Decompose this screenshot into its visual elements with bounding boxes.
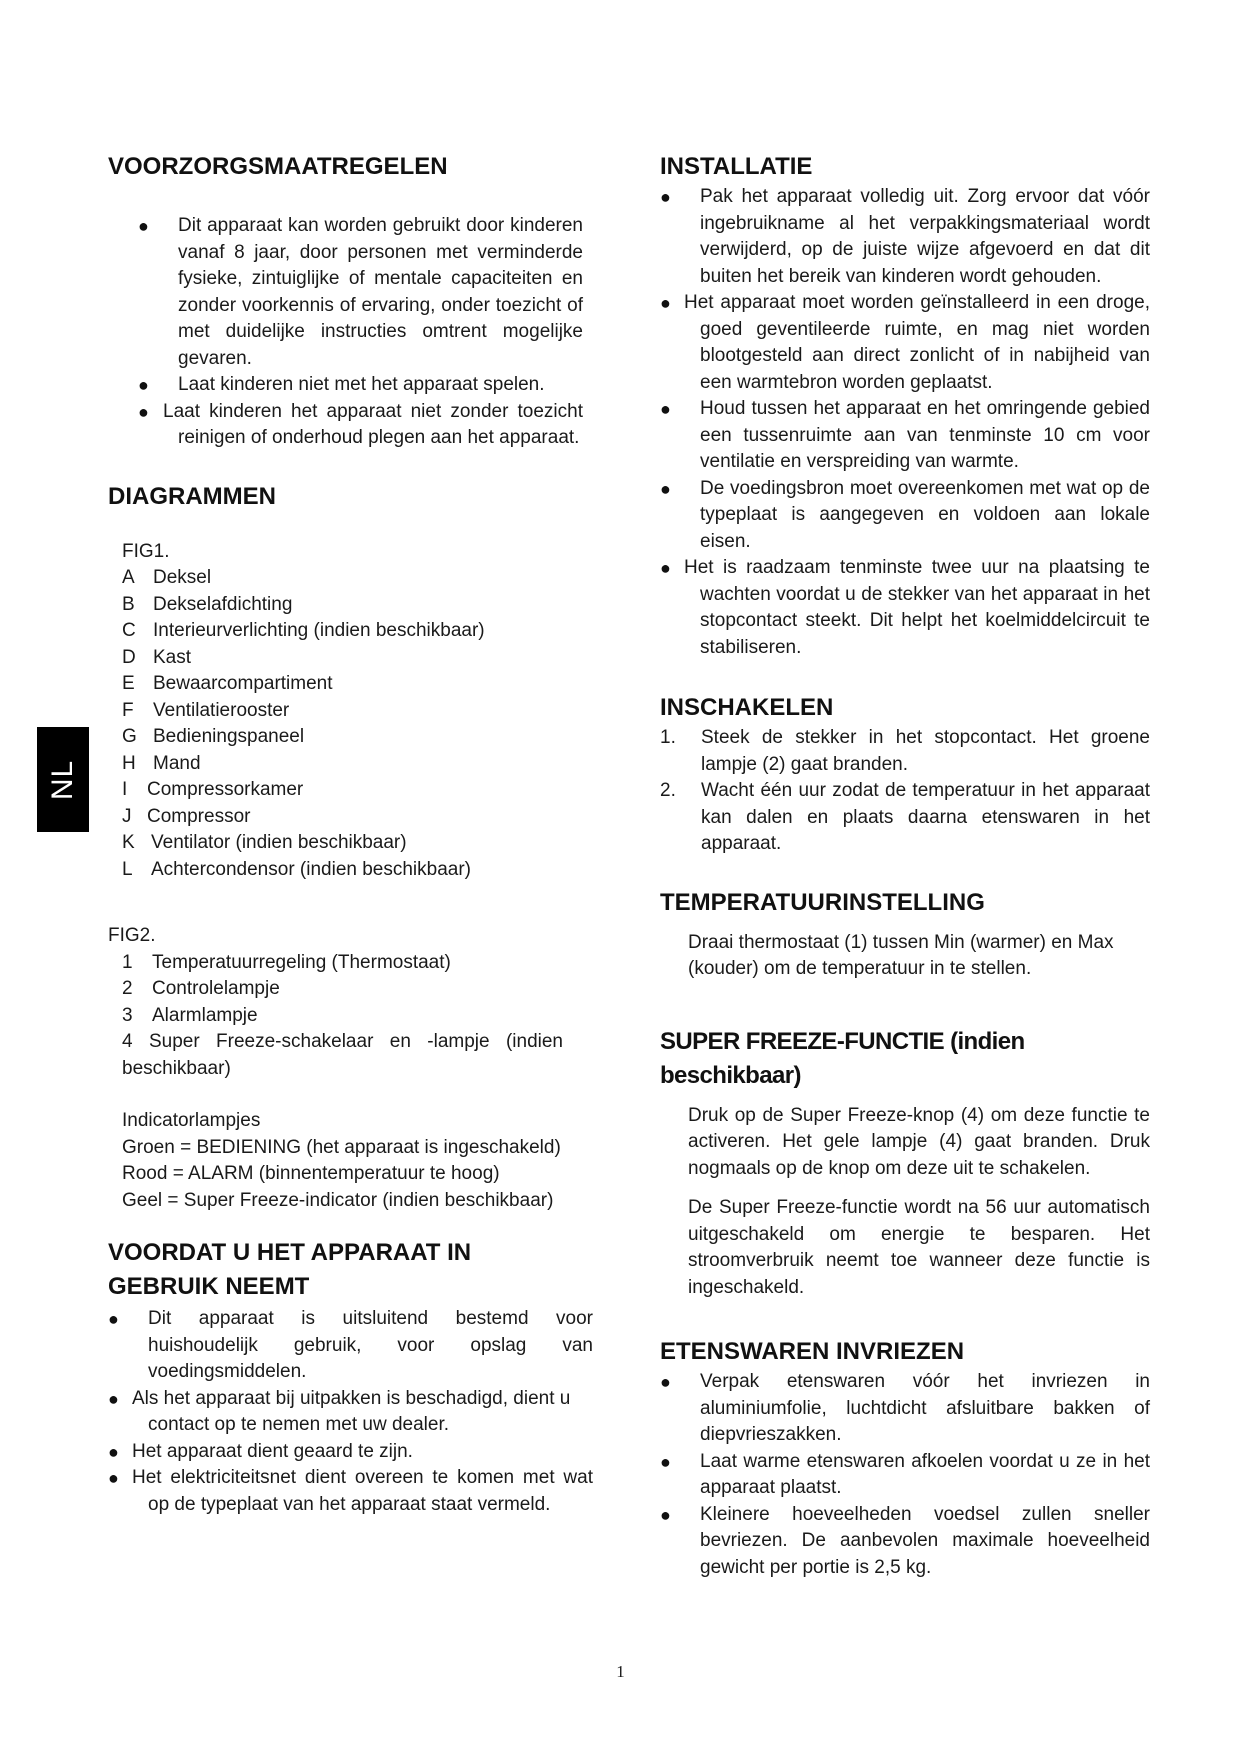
page-number: 1 — [616, 1662, 625, 1681]
fig1-item: F Ventilatierooster — [122, 699, 290, 721]
list-item: ● Het elektriciteitsnet dient overeen te komen met wat op de typeplaat van het apparaat staat vermeld. — [108, 1467, 593, 1515]
switch-on-heading: INSCHAKELEN — [660, 694, 834, 721]
indicator-title: Indicatorlampjes — [122, 1110, 261, 1131]
list-item: ● Laat kinderen het apparaat niet zonder toezicht reinigen of onderhoud plegen aan het apparaat. — [138, 400, 583, 448]
list-item: ● Verpak etenswaren vóór het invriezen in aluminiumfolie, luchtdicht afsluitbare bakken of diepvrieszakken. — [660, 1371, 1150, 1445]
bullet-icon: ● — [660, 558, 671, 578]
fig1-block — [108, 539, 593, 884]
bullet-icon: ● — [660, 478, 671, 499]
fig1-item: H Mand — [122, 752, 201, 774]
indicator-red: Rood = ALARM (binnentemperatuur te hoog) — [122, 1163, 500, 1184]
diagrams-heading: DIAGRAMMEN — [108, 482, 276, 510]
precautions-heading: VOORZORGSMAATREGELEN — [108, 153, 448, 180]
bullet-icon: ● — [660, 1504, 671, 1525]
bullet-icon: ● — [108, 1441, 119, 1462]
temperature-section — [660, 886, 1150, 983]
list-item: ● Het apparaat dient geaard te zijn. — [108, 1439, 593, 1466]
list-item: ● Houd tussen het apparaat en het omringende gebied een tussenruimte aan van tenminste 10 cm voor ventilatie en verspreiding van warmte. — [660, 398, 1150, 472]
super-freeze-section — [660, 1025, 1150, 1302]
fig2-block — [108, 923, 593, 1214]
bullet-icon: ● — [108, 1388, 119, 1409]
fig2-item: 2 Controlelampje — [122, 978, 280, 999]
fig1-item: B Dekselafdichting — [122, 593, 293, 615]
super-freeze-para2: De Super Freeze-functie wordt na 56 uur automatisch uitgeschakeld om energie te besparen. Het stroomverbruik neemt toe wanneer deze functie is ingeschakeld. — [688, 1197, 1150, 1298]
freezing-heading: ETENSWAREN INVRIEZEN — [660, 1338, 965, 1365]
fig2-item: 4 Super Freeze-schakelaar en -lampje (indien beschikbaar) — [122, 1031, 563, 1079]
bullet-icon: ● — [660, 293, 671, 313]
list-item: ● Dit apparaat is uitsluitend bestemd voor huishoudelijk gebruik, voor opslag van voedingsmiddelen. — [108, 1308, 593, 1382]
fig1-item: L Achtercondensor (indien beschikbaar) — [122, 858, 472, 880]
bullet-icon: ● — [138, 375, 149, 395]
freezing-list — [660, 1369, 1150, 1581]
before-use-heading: VOORDAT U HET APPARAAT IN GEBRUIK NEEMT — [108, 1239, 472, 1300]
language-tab — [37, 727, 89, 832]
fig2-item: 1 Temperatuurregeling (Thermostaat) — [122, 951, 451, 973]
bullet-icon: ● — [660, 187, 671, 207]
list-item: ● Kleinere hoeveelheden voedsel zullen sneller bevriezen. De aanbevolen maximale hoeveelheid gewicht per portie is 2,5 kg. — [660, 1503, 1150, 1578]
super-freeze-heading: SUPER FREEZE-FUNCTIE (indien beschikbaar) — [660, 1027, 1025, 1089]
diagrams-section — [108, 480, 593, 1215]
fig2-item: 3 Alarmlampje — [122, 1004, 258, 1026]
super-freeze-para1: Druk op de Super Freeze-knop (4) om deze functie te activeren. Het gele lampje (4) gaat branden. Druk nogmaals op de knop om deze uit te schakelen. — [688, 1104, 1150, 1179]
before-use-section — [108, 1236, 593, 1518]
list-item: ● Het is raadzaam tenminste twee uur na plaatsing te wachten voordat u de stekker van het apparaat in het stopcontact steekt. Dit helpt het koelmiddelcircuit te stabiliseren. — [660, 557, 1150, 658]
fig1-item: J Compressor — [122, 805, 251, 827]
bullet-icon: ● — [660, 1451, 671, 1472]
bullet-icon: ● — [108, 1309, 119, 1329]
list-item: ● De voedingsbron moet overeenkomen met wat op de typeplaat is aangegeven en voldoen aan lokale eisen. — [660, 477, 1150, 552]
list-item: ● Het apparaat moet worden geïnstalleerd in een droge, goed geventileerde ruimte, en mag niet worden blootgesteld aan direct zonlicht of in nabijheid van een warmtebron worden geplaatst. — [660, 292, 1150, 393]
fig1-item: G Bedieningspaneel — [122, 726, 305, 747]
indicator-yellow: Geel = Super Freeze-indicator (indien beschikbaar) — [122, 1189, 554, 1211]
fig1-item: D Kast — [122, 646, 192, 668]
list-item: ● Laat warme etenswaren afkoelen voordat u ze in het apparaat plaatst. — [660, 1450, 1150, 1498]
switch-on-section — [660, 691, 1150, 858]
list-item: ● Dit apparaat kan worden gebruikt door kinderen vanaf 8 jaar, door personen met verminderde fysieke, zintuiglijke of mentale capaciteiten en zonder voorkennis of ervaring, onder toezicht of met duidelijke instructies omtrent mogelijke gevaren. — [138, 215, 583, 369]
fig1-item: C Interieurverlichting (indien beschikbaar) — [122, 620, 485, 641]
bullet-icon: ● — [660, 399, 671, 419]
fig1-item: I Compressorkamer — [122, 779, 304, 800]
precautions-section — [108, 150, 593, 452]
bullet-icon: ● — [138, 216, 149, 236]
installation-section — [660, 150, 1150, 661]
list-item: ● Pak het apparaat volledig uit. Zorg ervoor dat vóór ingebruikname al het verpakkingsmateriaal wordt verwijderd, op de juiste wijze afgevoerd en dat dit buiten het bereik van kinderen wordt gehouden. — [660, 186, 1150, 287]
temperature-heading: TEMPERATUURINSTELLING — [660, 888, 985, 916]
fig1-title: FIG1. — [122, 540, 170, 562]
numbered-item: 1. Steek de stekker in het stopcontact. Het groene lampje (2) gaat branden. — [660, 727, 1150, 775]
indicator-green: Groen = BEDIENING (het apparaat is ingeschakeld) — [122, 1136, 561, 1158]
before-use-list — [108, 1306, 593, 1518]
temperature-text: Draai thermostaat (1) tussen Min (warmer) en Max (kouder) om de temperatuur in te stellen. — [688, 931, 1114, 979]
fig1-item: K Ventilator (indien beschikbaar) — [122, 832, 407, 853]
freezing-section — [660, 1335, 1150, 1581]
fig2-title: FIG2. — [108, 925, 156, 946]
list-item: ● Laat kinderen niet met het apparaat spelen. — [108, 372, 593, 399]
bullet-icon: ● — [660, 1372, 671, 1392]
fig1-item: A Deksel — [122, 567, 212, 588]
language-tab-label: NL — [46, 759, 79, 800]
right-column — [660, 150, 1150, 1581]
bullet-icon: ● — [138, 401, 149, 422]
installation-list — [660, 184, 1150, 661]
list-item: ● Als het apparaat bij uitpakken is beschadigd, dient u contact op te nemen met uw dealer. — [108, 1387, 571, 1435]
bullet-icon: ● — [108, 1468, 119, 1488]
left-column — [108, 150, 593, 1518]
numbered-item: 2. Wacht één uur zodat de temperatuur in het apparaat kan dalen en plaats daarna etenswaren in het apparaat. — [660, 780, 1150, 854]
precautions-list — [108, 213, 593, 452]
fig1-item: E Bewaarcompartiment — [122, 673, 333, 694]
installation-heading: INSTALLATIE — [660, 153, 813, 180]
